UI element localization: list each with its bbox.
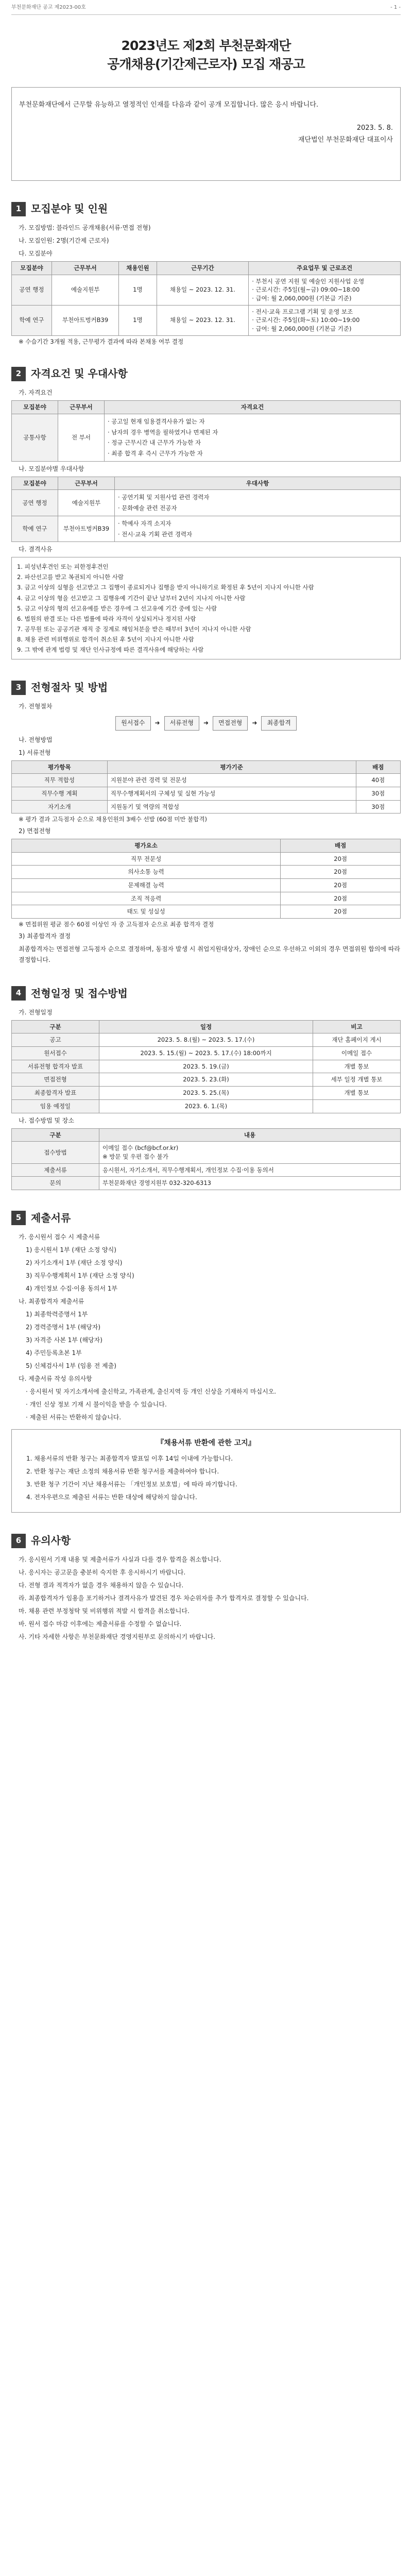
list-item: 1) 응시원서 1부 (재단 소정 양식)	[26, 1246, 116, 1253]
table-row	[12, 1047, 401, 1060]
process-flow	[11, 716, 401, 730]
arrow-icon: ➜	[252, 719, 258, 727]
cell: 2023. 5. 25.(목)	[99, 1087, 313, 1100]
s2-line: 가. 자격요건	[19, 389, 53, 397]
s5-line: 가. 응시원서 접수 시 제출서류	[19, 1233, 100, 1241]
list-item: 2. 반환 청구는 재단 소정의 채용서류 반환 청구서를 제출하여야 합니다.	[26, 1468, 219, 1476]
list-item: 3. 금고 이상의 실형을 선고받고 그 집행이 종료되거나 집행을 받지 아니하기로 확정된 후 5년이 지나지 아니한 사람	[17, 584, 314, 591]
final-docs-list	[11, 1309, 401, 1371]
s3-final: 최종합격자는 면접전형 고득점자 순으로 결정하며, 동점자 발생 시 취업지원대상자, 장애인 순으로 우선하고 이외의 경우 면접위원 합의에 따라 결정합니다.	[19, 945, 401, 963]
s2-line: 다. 결격사유	[19, 546, 53, 553]
disqualification-box	[11, 557, 401, 659]
cell: 서류전형 합격자 발표	[12, 1060, 99, 1073]
page-number: - 1 -	[390, 5, 401, 10]
table-row	[12, 1060, 401, 1073]
cell: 문의	[12, 1177, 99, 1190]
cell: 지원동기 및 역량의 적합성	[107, 800, 356, 814]
notice-number: 부천문화재단 공고 제2023-00호	[11, 5, 86, 10]
cell: 이메일 접수	[313, 1047, 401, 1060]
s1-line: 나. 모집인원: 2명(기간제 근로자)	[19, 237, 109, 244]
cell: 임용 예정일	[12, 1099, 99, 1113]
cell: · 학예사 자격 소지자 · 전시·교육 기획 관련 경력자	[115, 516, 401, 541]
list-item: 라. 최종합격자가 임용을 포기하거나 결격사유가 발견된 경우 차순위자를 추가 합격자로 결정할 수 있습니다.	[19, 1595, 309, 1602]
page-title-line2: 공개채용(기간제근로자) 모집 재공고	[107, 56, 305, 72]
cell: 재단 홈페이지 게시	[313, 1033, 401, 1047]
list-item: · 개인 신상 정보 기재 시 불이익을 받을 수 있습니다.	[26, 1400, 167, 1408]
flow-step: 면접전형	[213, 716, 248, 730]
caution-list	[11, 1554, 401, 1642]
s4-line: 가. 전형일정	[19, 1008, 53, 1016]
section-1-header	[11, 201, 401, 216]
section-6-header	[11, 1533, 401, 1548]
th: 근무부서	[58, 477, 115, 490]
top-bar	[11, 4, 401, 15]
cell: 2023. 5. 23.(화)	[99, 1073, 313, 1087]
list-item: 2. 파산선고를 받고 복권되지 아니한 사람	[17, 573, 124, 581]
section-title: 자격요건 및 우대사항	[31, 367, 128, 380]
interview-eval-table	[11, 839, 401, 919]
cell: 예술지원부	[58, 490, 115, 516]
th: 우대사항	[115, 477, 401, 490]
list-item: 3. 반환 청구 기간이 지난 채용서류는 「개인정보 보호법」에 따라 파기합니다.	[26, 1481, 237, 1488]
intro-box	[11, 87, 401, 181]
table-row	[12, 879, 401, 892]
s3-note: ※ 면접위원 평균 점수 60점 이상인 자 중 고득점자 순으로 최종 합격자 결정	[19, 921, 214, 928]
th: 일정	[99, 1020, 313, 1033]
cell: 직무수행계획서의 구체성 및 실현 가능성	[107, 787, 356, 801]
cell: · 공연기획 및 지원사업 관련 경력자 · 문화예술 관련 전공자	[115, 490, 401, 516]
list-item: 4. 금고 이상의 형을 선고받고 그 집행유예 기간이 끝난 날부터 2년이 지나지 아니한 사람	[17, 594, 246, 602]
cell: 1명	[119, 275, 157, 305]
list-item: 4) 개인정보 수집·이용 동의서 1부	[26, 1284, 118, 1292]
cell: 학예 연구	[12, 516, 58, 541]
table-row	[12, 1163, 401, 1177]
cell: 자기소개	[12, 800, 108, 814]
cell: 부천문화재단 경영지원부 032-320-6313	[99, 1177, 401, 1190]
section-title: 모집분야 및 인원	[31, 202, 108, 215]
s5-line: 다. 제출서류 작성 유의사항	[19, 1375, 92, 1382]
intro-text: 부천문화재단에서 근무할 유능하고 열정적인 인재를 다음과 같이 공개 모집합니다. 많은 응시 바랍니다.	[19, 101, 319, 109]
th: 평가요소	[12, 839, 281, 853]
s3-sub: 1) 서류전형	[19, 749, 51, 756]
list-item: 2) 경력증명서 1부 (해당자)	[26, 1323, 101, 1331]
cell: 세부 일정 개별 통보	[313, 1073, 401, 1087]
flow-step: 서류전형	[164, 716, 199, 730]
list-item: 바. 원서 접수 마감 이후에는 제출서류를 수정할 수 없습니다.	[19, 1620, 182, 1628]
th: 내용	[99, 1128, 401, 1142]
cell: 1명	[119, 305, 157, 335]
preference-table	[11, 477, 401, 542]
cell: 공고	[12, 1033, 99, 1047]
intro-date: 2023. 5. 8.	[356, 124, 393, 132]
table-row	[12, 852, 401, 866]
schedule-table	[11, 1020, 401, 1113]
list-item: 3) 자격증 사본 1부 (해당자)	[26, 1336, 102, 1344]
th: 평가항목	[12, 760, 108, 774]
list-item: 4) 주민등록초본 1부	[26, 1349, 82, 1357]
s3-note: ※ 평가 결과 고득점자 순으로 채용인원의 3배수 선발 (60점 미만 불합격)	[19, 816, 207, 823]
table-row	[12, 1073, 401, 1087]
page-title-line1: 2023년도 제2회 부천문화재단	[121, 38, 291, 53]
table-row	[12, 905, 401, 919]
arrow-icon: ➜	[203, 719, 209, 727]
th: 채용인원	[119, 262, 157, 275]
section-number: 6	[11, 1534, 26, 1548]
s3-sub: 2) 면접전형	[19, 827, 51, 835]
list-item: 마. 채용 관련 부정청탁 및 비위행위 적발 시 합격을 취소합니다.	[19, 1607, 190, 1615]
list-item: 1. 피성년후견인 또는 피한정후견인	[17, 563, 109, 571]
table-row	[12, 774, 401, 787]
cell: 접수방법	[12, 1142, 99, 1163]
list-item: 7. 공무원 또는 공공기관 재직 중 징계로 해임처분을 받은 때부터 3년이 지나지 아니한 사람	[17, 625, 251, 633]
section-number: 5	[11, 1211, 26, 1225]
section-number: 4	[11, 986, 26, 1001]
th: 배점	[281, 839, 401, 853]
th: 구분	[12, 1020, 99, 1033]
table-row	[12, 892, 401, 905]
cell: 30점	[356, 800, 400, 814]
cell: 문제해결 능력	[12, 879, 281, 892]
cell: 최종합격자 발표	[12, 1087, 99, 1100]
list-item: 2) 자기소개서 1부 (재단 소정 양식)	[26, 1259, 123, 1266]
section-4-header	[11, 986, 401, 1001]
th: 배점	[356, 760, 400, 774]
cell: 부천아트벙커B39	[52, 305, 118, 335]
table-row	[12, 1033, 401, 1047]
section-number: 2	[11, 367, 26, 381]
th: 자격요건	[105, 401, 401, 414]
cell: · 전시·교육 프로그램 기획 및 운영 보조 · 근로시간: 주5일(화~토) 10:00~19:00 · 급여: 월 2,060,000원 (기본급 기준)	[249, 305, 401, 335]
intro-org: 재단법인 부천문화재단 대표이사	[298, 136, 393, 144]
table-row	[12, 275, 401, 305]
apply-table	[11, 1128, 401, 1190]
list-item: 1) 최종학력증명서 1부	[26, 1310, 88, 1318]
table-row	[12, 414, 401, 462]
table-row	[12, 1177, 401, 1190]
th: 모집분야	[12, 262, 52, 275]
table-row	[12, 1087, 401, 1100]
list-item: 사. 기타 자세한 사항은 부천문화재단 경영지원부로 문의하시기 바랍니다.	[19, 1633, 216, 1641]
s2-line: 나. 모집분야별 우대사항	[19, 465, 84, 472]
th: 모집분야	[12, 477, 58, 490]
s3-line: 나. 전형방법	[19, 736, 53, 743]
list-item: 8. 채용 관련 비위행위로 합격이 취소된 후 5년이 지나지 아니한 사람	[17, 636, 194, 643]
cell: 지원분야 관련 경력 및 전문성	[107, 774, 356, 787]
signature	[19, 122, 393, 146]
notes-list	[11, 1386, 401, 1423]
cell: 조직 적응력	[12, 892, 281, 905]
list-item: 3) 직무수행계획서 1부 (재단 소정 양식)	[26, 1272, 134, 1279]
cell: 채용일 ~ 2023. 12. 31.	[157, 275, 249, 305]
list-item: · 응시원서 및 자기소개서에 출신학교, 가족관계, 출신지역 등 개인 신상을 기재하지 마십시오.	[26, 1387, 277, 1395]
list-item: 1. 채용서류의 반환 청구는 최종합격자 발표일 이후 14일 이내에 가능합니다.	[26, 1455, 233, 1463]
cell: 40점	[356, 774, 400, 787]
th: 구분	[12, 1128, 99, 1142]
cell: 공연 행정	[12, 275, 52, 305]
section-title: 전형절차 및 방법	[31, 681, 108, 694]
section-5-header	[11, 1211, 401, 1226]
list-item: 다. 전형 결과 적격자가 없을 경우 채용하지 않을 수 있습니다.	[19, 1582, 184, 1589]
cell: 공연 행정	[12, 490, 58, 516]
cell: 2023. 5. 8.(월) ~ 2023. 5. 17.(수)	[99, 1033, 313, 1047]
requirement-table	[11, 400, 401, 461]
cell: 의사소통 능력	[12, 866, 281, 879]
flow-step: 최종합격	[261, 716, 296, 730]
cell: 개별 통보	[313, 1060, 401, 1073]
s3-sub: 3) 최종합격자 결정	[19, 932, 71, 940]
section-number: 1	[11, 202, 26, 216]
table-row	[12, 1099, 401, 1113]
cell: 태도 및 성실성	[12, 905, 281, 919]
th: 근무부서	[52, 262, 118, 275]
section-3-header	[11, 680, 401, 695]
cell: 20점	[281, 879, 401, 892]
cell	[313, 1099, 401, 1113]
list-item: 5) 신체검사서 1부 (임용 전 제출)	[26, 1362, 116, 1369]
s1-line: 다. 모집분야	[19, 250, 53, 257]
arrow-icon: ➜	[154, 719, 160, 727]
section-title: 전형일정 및 접수방법	[31, 987, 128, 999]
cell: · 공고일 현재 임용결격사유가 없는 자 · 남자의 경우 병역을 필하였거나 면제된 자 · 정규 근무시간 내 근무가 가능한 자 · 최종 합격 후 즉시 근무가 가능한 자	[105, 414, 401, 462]
cell: 20점	[281, 905, 401, 919]
list-item: 가. 응시원서 기재 내용 및 제출서류가 사실과 다를 경우 합격을 취소합니다.	[19, 1556, 221, 1564]
cell: 직무수행 계획	[12, 787, 108, 801]
table-row	[12, 787, 401, 801]
list-item: 4. 전자우편으로 제출된 서류는 반환 대상에 해당하지 않습니다.	[26, 1494, 197, 1501]
cell: 직무 적합성	[12, 774, 108, 787]
cell: 채용일 ~ 2023. 12. 31.	[157, 305, 249, 335]
cell: 개별 통보	[313, 1087, 401, 1100]
cell: 학예 연구	[12, 305, 52, 335]
th: 비고	[313, 1020, 401, 1033]
apply-docs-list	[11, 1245, 401, 1294]
cell: 제출서류	[12, 1163, 99, 1177]
cell: 이메일 접수 (bcf@bcf.or.kr) ※ 방문 및 우편 접수 불가	[99, 1142, 401, 1163]
flow-step: 원서접수	[115, 716, 150, 730]
table-row	[12, 305, 401, 335]
cell: 면접전형	[12, 1073, 99, 1087]
cell: 직무 전문성	[12, 852, 281, 866]
cell: 2023. 5. 19.(금)	[99, 1060, 313, 1073]
th: 근무기간	[157, 262, 249, 275]
document-return-box	[11, 1429, 401, 1513]
cell: 부천아트벙커B39	[58, 516, 115, 541]
table-row	[12, 866, 401, 879]
section-title: 제출서류	[31, 1211, 71, 1224]
cell: 30점	[356, 787, 400, 801]
list-item: 6. 법원의 판결 또는 다른 법률에 따라 자격이 상실되거나 정지된 사람	[17, 615, 196, 622]
table-row	[12, 800, 401, 814]
cell: 2023. 6. 1.(목)	[99, 1099, 313, 1113]
s5-line: 나. 최종합격자 제출서류	[19, 1297, 84, 1305]
cell: 20점	[281, 852, 401, 866]
cell: 2023. 5. 15.(월) ~ 2023. 5. 17.(수) 18:00까지	[99, 1047, 313, 1060]
list-item: 9. 그 밖에 관계 법령 및 재단 인사규정에 따른 결격사유에 해당하는 사람	[17, 646, 204, 654]
section-title: 유의사항	[31, 1534, 71, 1547]
s1-line: 가. 모집방법: 블라인드 공개채용(서류·면접 전형)	[19, 224, 151, 231]
cell: 응시원서, 자기소개서, 직무수행계획서, 개인정보 수집·이용 동의서	[99, 1163, 401, 1177]
th: 평가기준	[107, 760, 356, 774]
cell: 전 부서	[58, 414, 105, 462]
box-title: 『채용서류 반환에 관한 고지』	[157, 1438, 255, 1447]
list-item: · 제출된 서류는 반환하지 않습니다.	[26, 1413, 122, 1421]
s3-line: 가. 전형절차	[19, 703, 53, 710]
section-number: 3	[11, 681, 26, 695]
s4-line: 나. 접수방법 및 장소	[19, 1116, 74, 1124]
th: 근무부서	[58, 401, 105, 414]
th: 모집분야	[12, 401, 58, 414]
recruit-table	[11, 261, 401, 336]
cell: · 부천시 공연 지원 및 예술인 지원사업 운영 · 근로시간: 주5일(월~금) 09:00~18:00 · 급여: 월 2,060,000원 (기본급 기준)	[249, 275, 401, 305]
list-item: 5. 금고 이상의 형의 선고유예를 받은 경우에 그 선고유예 기간 중에 있는 사람	[17, 604, 217, 612]
cell: 예술지원부	[52, 275, 118, 305]
table-row	[12, 1142, 401, 1163]
list-item: 나. 응시자는 공고문을 충분히 숙지한 후 응시하시기 바랍니다.	[19, 1569, 186, 1577]
cell: 공통사항	[12, 414, 58, 462]
document-eval-table	[11, 760, 401, 814]
cell: 원서접수	[12, 1047, 99, 1060]
th: 주요업무 및 근로조건	[249, 262, 401, 275]
section-2-header	[11, 366, 401, 381]
table-row	[12, 490, 401, 516]
cell: 20점	[281, 892, 401, 905]
cell: 20점	[281, 866, 401, 879]
table-row	[12, 516, 401, 541]
s1-note: ※ 수습기간 3개월 적용, 근무평가 결과에 따라 본채용 여부 결정	[19, 337, 184, 345]
